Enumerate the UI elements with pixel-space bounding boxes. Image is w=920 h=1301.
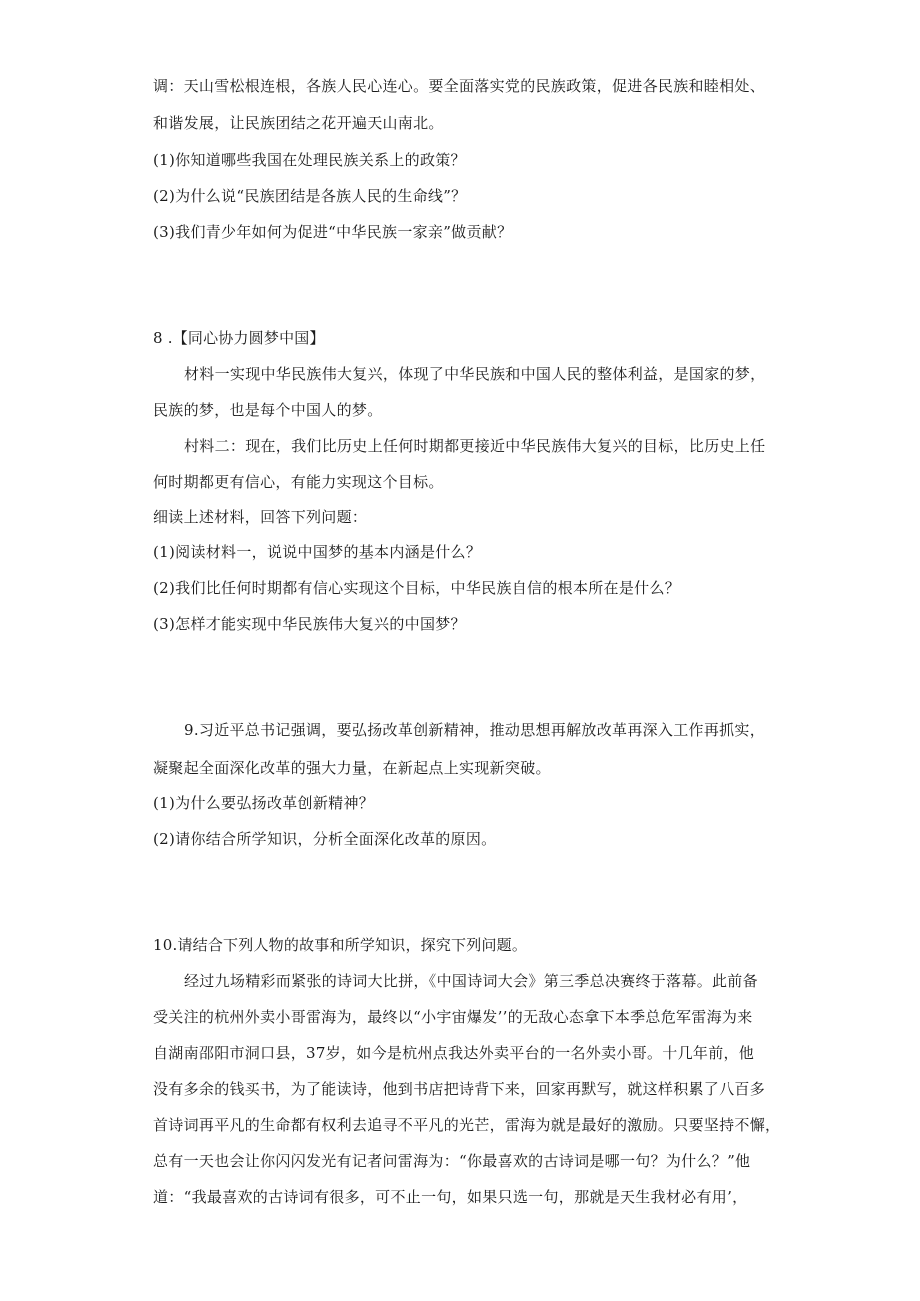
q8-heading: 8 .【同心协力圆梦中国】 (153, 329, 325, 347)
q7-continuation-line-2: 和谐发展，让民族团结之花开遍天山南北。 (153, 114, 444, 132)
q10-paragraph-line-7: 道：“我最喜欢的古诗词有很多，可不止一句，如果只选一句，那就是天生我材必有用’， (153, 1188, 748, 1206)
q8-instruction: 细读上述材料，回答下列问题： (153, 508, 368, 526)
q10-paragraph-line-4: 没有多余的钱买书，为了能读诗，他到书店把诗背下来，回家再默写，就这样积累了八百多 (153, 1080, 766, 1098)
q8-material1-line-2: 民族的梦，也是每个中国人的梦。 (153, 401, 383, 419)
q10-heading: 10.请结合下列人物的故事和所学知识，探究下列问题。 (153, 936, 528, 954)
q7-subquestion-3: (3)我们青少年如何为促进“中华民族一家亲”做贡献？ (153, 223, 513, 241)
q7-subquestion-1: (1)你知道哪些我国在处理民族关系上的政策？ (153, 151, 466, 169)
q8-material2-line-2: 何时期都更有信心，有能力实现这个目标。 (153, 473, 444, 491)
q9-subquestion-1: (1)为什么要弘扬改革创新精神？ (153, 794, 375, 812)
q8-material2-line-1: 村料二：现在，我们比历史上任何时期都更接近中华民族伟大复兴的目标，比历史上任 (184, 437, 766, 455)
q7-subquestion-2: (2)为什么说“民族团结是各族人民的生命线”？ (153, 187, 467, 205)
q8-subquestion-2: (2)我们比任何时期都有信心实现这个目标，中华民族自信的根本所在是什么？ (153, 579, 681, 597)
q10-paragraph-line-1: 经过九场精彩而紧张的诗词大比拼，《中国诗词大会》第三季总决赛终于落幕。此前备 (184, 972, 758, 990)
q9-subquestion-2: (2)请你结合所学知识，分析全面深化改革的原因。 (153, 830, 497, 848)
q10-paragraph-line-5: 首诗词再平凡的生命都有权利去追寻不平凡的光芒，雷海为就是最好的激励。只要坚持不懈， (153, 1116, 781, 1134)
q10-paragraph-line-3: 自湖南邵阳市洞口县，37岁，如今是杭州点我达外卖平台的一名外卖小哥。十几年前，他 (153, 1044, 755, 1062)
q9-line-1: 9.习近平总书记强调，要弘扬改革创新精神，推动思想再解放改革再深入工作再抓实， (184, 721, 766, 739)
q7-continuation-line-1: 调：天山雪松根连根，各族人民心连心。要全面落实党的民族政策，促进各民族和睦相处、 (153, 77, 766, 95)
q8-subquestion-1: (1)阅读材料一，说说中国梦的基本内涵是什么？ (153, 543, 482, 561)
q9-line-2: 凝聚起全面深化改革的强大力量，在新起点上实现新突破。 (153, 759, 551, 777)
q8-material1-line-1: 材料一实现中华民族伟大复兴，体现了中华民族和中国人民的整体利益，是国家的梦， (184, 365, 766, 383)
q8-subquestion-3: (3)怎样才能实现中华民族伟大复兴的中国梦？ (153, 615, 466, 633)
q10-paragraph-line-6: 总有一天也会让你闪闪发光有记者问雷海为：“你最喜欢的古诗词是哪一句？为什么？”他 (153, 1152, 751, 1170)
q10-paragraph-line-2: 受关注的杭州外卖小哥雷海为，最终以“小宇宙爆发’’的无敌心态拿下本季总危军雷海为来 (153, 1008, 753, 1026)
